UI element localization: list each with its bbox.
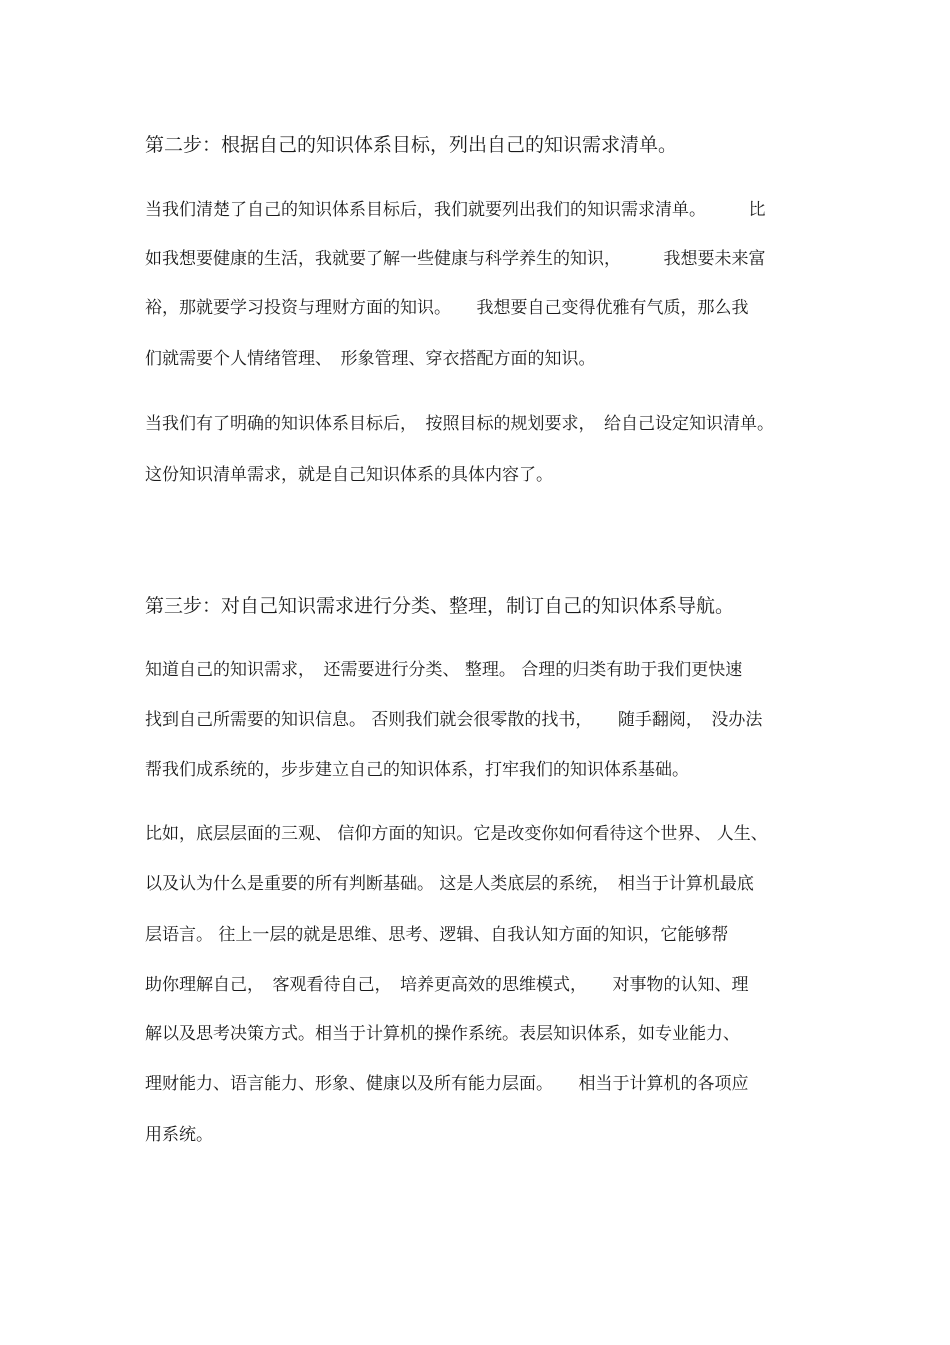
paragraph-line: 以及认为什么是重要的所有判断基础。 这是人类底层的系统， 相当于计算机最底 — [145, 874, 754, 894]
paragraph-line: 解以及思考决策方式。相当于计算机的操作系统。表层知识体系，如专业能力、 — [145, 1024, 740, 1044]
paragraph-line: 助你理解自己， 客观看待自己， 培养更高效的思维模式， 对事物的认知、理 — [145, 975, 749, 995]
paragraph-line: 层语言。 往上一层的就是思维、思考、逻辑、自我认知方面的知识，它能够帮 — [145, 925, 729, 945]
paragraph-line: 当我们有了明确的知识体系目标后， 按照目标的规划要求， 给自己设定知识清单。 — [145, 414, 774, 434]
section-2-heading: 第二步：根据自己的知识体系目标，列出自己的知识需求清单。 — [145, 134, 678, 156]
paragraph-line: 如我想要健康的生活，我就要了解一些健康与科学养生的知识， 我想要未来富 — [145, 249, 766, 269]
paragraph-line: 找到自己所需要的知识信息。 否则我们就会很零散的找书， 随手翻阅， 没办法 — [145, 710, 763, 730]
section-3-heading: 第三步：对自己知识需求进行分类、整理，制订自己的知识体系导航。 — [145, 595, 735, 617]
paragraph-line: 们就需要个人情绪管理、 形象管理、穿衣搭配方面的知识。 — [145, 349, 596, 369]
paragraph-line: 当我们清楚了自己的知识体系目标后，我们就要列出我们的知识需求清单。 比 — [145, 200, 766, 220]
paragraph-line: 用系统。 — [145, 1125, 213, 1145]
paragraph-line: 这份知识清单需求，就是自己知识体系的具体内容了。 — [145, 465, 553, 485]
paragraph-line: 理财能力、语言能力、形象、健康以及所有能力层面。 相当于计算机的各项应 — [145, 1074, 749, 1094]
paragraph-line: 帮我们成系统的，步步建立自己的知识体系，打牢我们的知识体系基础。 — [145, 760, 689, 780]
paragraph-line: 裕，那就要学习投资与理财方面的知识。 我想要自己变得优雅有气质，那么我 — [145, 298, 749, 318]
paragraph-line: 比如，底层层面的三观、 信仰方面的知识。它是改变你如何看待这个世界、 人生、 — [145, 824, 768, 844]
paragraph-line: 知道自己的知识需求， 还需要进行分类、 整理。 合理的归类有助于我们更快速 — [145, 660, 743, 680]
